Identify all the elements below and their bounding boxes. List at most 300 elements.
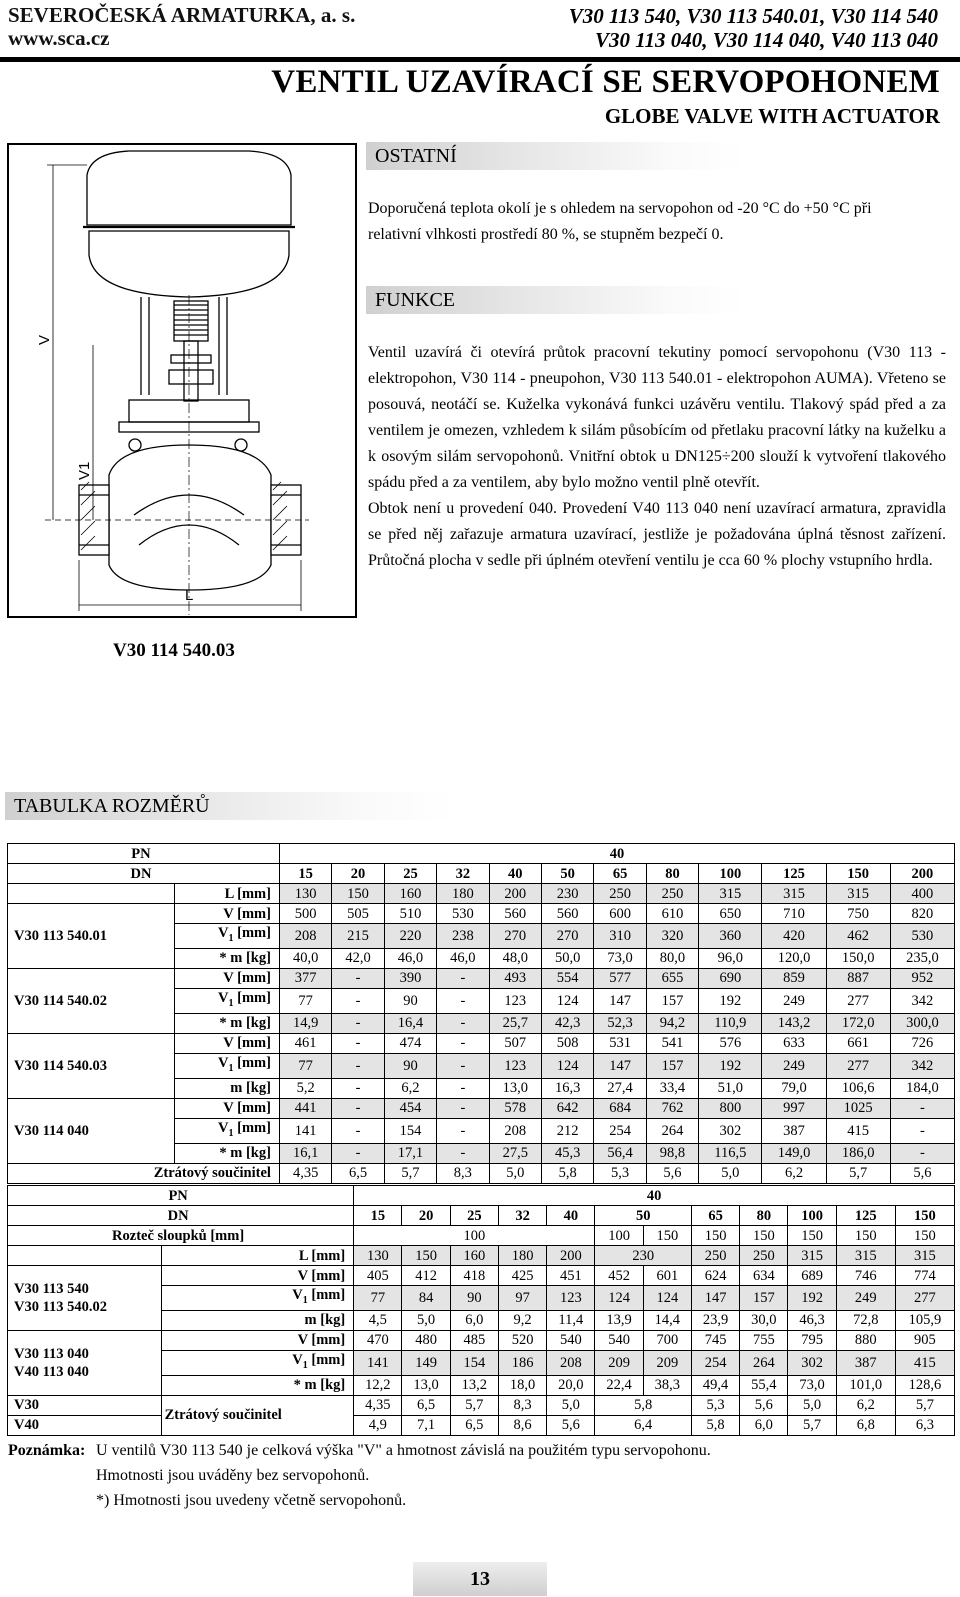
- company-name: SEVEROČESKÁ ARMATURKA, a. s.: [8, 3, 356, 27]
- table-cell: 123: [489, 988, 541, 1013]
- table-cell: 5,7: [450, 1395, 498, 1415]
- notes: [8, 1438, 711, 1513]
- table-cell: 200: [489, 884, 541, 904]
- table-cell: 310: [594, 924, 646, 949]
- table-cell: 270: [489, 924, 541, 949]
- table-cell: 905: [895, 1330, 954, 1350]
- dn-cell-80: 80: [646, 864, 698, 884]
- table-cell: 6,5: [450, 1415, 498, 1435]
- table-cell: 123: [547, 1286, 595, 1311]
- row-group-label: V30 114 540.02: [8, 968, 175, 1033]
- table-cell: 46,0: [437, 948, 489, 968]
- row-label: L [mm]: [161, 1246, 354, 1266]
- section-tabulka-heading: TABULKA ROZMĚRŮ: [14, 795, 210, 817]
- table-cell: 249: [762, 988, 826, 1013]
- dn-cell-100: 100: [699, 864, 762, 884]
- table-cell: 315: [895, 1246, 954, 1266]
- table-cell: 650: [699, 904, 762, 924]
- label-l: L: [185, 587, 194, 604]
- table-cell: -: [332, 1078, 384, 1098]
- loss-row: [8, 1163, 955, 1183]
- dn-cell-150: 150: [895, 1206, 954, 1226]
- pitch-value: 150: [895, 1226, 954, 1246]
- label-v1: V1: [76, 461, 93, 480]
- table-cell: -: [437, 968, 489, 988]
- table-cell: 14,4: [643, 1310, 691, 1330]
- table-cell: 249: [836, 1286, 895, 1311]
- table-cell: 249: [762, 1053, 826, 1078]
- table-cell: 116,5: [699, 1143, 762, 1163]
- table-cell: 73,0: [788, 1375, 836, 1395]
- table-cell: 762: [646, 1098, 698, 1118]
- row-label: m [kg]: [161, 1310, 354, 1330]
- table-cell: 208: [489, 1118, 541, 1143]
- table-cell: 124: [541, 1053, 593, 1078]
- table-cell: 154: [450, 1350, 498, 1375]
- table-cell: 689: [788, 1266, 836, 1286]
- table-cell: 45,3: [541, 1143, 593, 1163]
- dn-cell-40: 40: [547, 1206, 595, 1226]
- table-cell: 42,0: [332, 948, 384, 968]
- table-cell: 415: [895, 1350, 954, 1375]
- valve-drawing: [7, 143, 357, 618]
- table-cell: 160: [450, 1246, 498, 1266]
- table-cell: 454: [384, 1098, 436, 1118]
- row-label: V [mm]: [174, 1098, 279, 1118]
- table-cell: 5,2: [279, 1078, 331, 1098]
- table-cell: 642: [541, 1098, 593, 1118]
- dn-cell-200: 200: [890, 864, 954, 884]
- table-cell: 12,2: [354, 1375, 402, 1395]
- table-cell: -: [332, 968, 384, 988]
- table-cell: 101,0: [836, 1375, 895, 1395]
- row-group-label: [8, 1330, 162, 1395]
- table-cell: 387: [762, 1118, 826, 1143]
- group-name: V30 113 040: [14, 1345, 89, 1362]
- table-cell: 8,3: [437, 1163, 489, 1183]
- table-cell: 52,3: [594, 1013, 646, 1033]
- dn-cell-25: 25: [450, 1206, 498, 1226]
- table-cell: 400: [890, 884, 954, 904]
- table-cell: -: [437, 1078, 489, 1098]
- model-line-1: V30 113 540, V30 113 540.01, V30 114 540: [568, 4, 938, 28]
- table-cell: 16,4: [384, 1013, 436, 1033]
- table-cell: 105,9: [895, 1310, 954, 1330]
- table-cell: 143,2: [762, 1013, 826, 1033]
- pn-header: PN: [8, 844, 280, 864]
- ostatni-line-1: Doporučená teplota okolí je s ohledem na servopohon od -20 °C do +50 °C při: [368, 200, 872, 217]
- table-cell: 700: [643, 1330, 691, 1350]
- pitch-value: 150: [643, 1226, 691, 1246]
- table-cell: -: [332, 1118, 384, 1143]
- row-label: $V_1$ [mm]: [174, 924, 279, 949]
- table-cell: 5,0: [788, 1395, 836, 1415]
- table-cell: 209: [595, 1350, 643, 1375]
- table-cell: 5,7: [384, 1163, 436, 1183]
- table-cell: 141: [354, 1350, 402, 1375]
- table-cell: 120,0: [762, 948, 826, 968]
- table-cell: 90: [450, 1286, 498, 1311]
- table-cell: 5,8: [691, 1415, 739, 1435]
- dn-cell-40: 40: [489, 864, 541, 884]
- table-cell: 22,4: [595, 1375, 643, 1395]
- loss-row-v40: [8, 1415, 955, 1435]
- table-cell: 420: [762, 924, 826, 949]
- pitch-value: 100: [354, 1226, 595, 1246]
- table-cell: 186,0: [826, 1143, 890, 1163]
- pitch-label: Rozteč sloupků [mm]: [8, 1226, 354, 1246]
- table-cell: 508: [541, 1033, 593, 1053]
- table-cell: 320: [646, 924, 698, 949]
- table-cell: 235,0: [890, 948, 954, 968]
- dimension-table-2: [7, 1185, 955, 1436]
- table-cell: 124: [643, 1286, 691, 1311]
- table-cell: 50,0: [541, 948, 593, 968]
- group-name: V30 113 540.02: [14, 1298, 108, 1315]
- row-group-empty: [8, 1246, 162, 1266]
- table-cell: 887: [826, 968, 890, 988]
- table-cell: 540: [595, 1330, 643, 1350]
- table-cell: 5,0: [547, 1395, 595, 1415]
- table-cell: 5,8: [595, 1395, 692, 1415]
- table-cell: -: [332, 1033, 384, 1053]
- company-header: [8, 4, 355, 50]
- table-cell: 560: [541, 904, 593, 924]
- dn-cell-50: 50: [595, 1206, 692, 1226]
- table-cell: 530: [890, 924, 954, 949]
- table-cell: -: [890, 1118, 954, 1143]
- table-cell: 150: [402, 1246, 450, 1266]
- table-cell: 192: [699, 988, 762, 1013]
- table-cell: 42,3: [541, 1013, 593, 1033]
- table-cell: 17,1: [384, 1143, 436, 1163]
- dn-cell-100: 100: [788, 1206, 836, 1226]
- model-list: [569, 4, 938, 52]
- table-cell: 128,6: [895, 1375, 954, 1395]
- table-cell: -: [332, 1098, 384, 1118]
- table-cell: 6,0: [450, 1310, 498, 1330]
- table-cell: 1025: [826, 1098, 890, 1118]
- table-cell: 302: [699, 1118, 762, 1143]
- table-cell: 377: [279, 968, 331, 988]
- table-cell: 27,5: [489, 1143, 541, 1163]
- table-cell: 710: [762, 904, 826, 924]
- loss-series-v30: V30: [8, 1395, 162, 1415]
- table-cell: 795: [788, 1330, 836, 1350]
- row-label: * m [kg]: [174, 1143, 279, 1163]
- table-cell: 655: [646, 968, 698, 988]
- table-cell: 157: [740, 1286, 788, 1311]
- table-cell: 30,0: [740, 1310, 788, 1330]
- table-cell: 746: [836, 1266, 895, 1286]
- table-cell: 14,9: [279, 1013, 331, 1033]
- table-cell: 254: [594, 1118, 646, 1143]
- row-label: V [mm]: [174, 968, 279, 988]
- table-cell: 541: [646, 1033, 698, 1053]
- ostatni-line-2: relativní vlhkosti prostředí 80 %, se stupněm bezpečí 0.: [368, 226, 724, 243]
- document-subtitle: GLOBE VALVE WITH ACTUATOR: [604, 104, 940, 128]
- table-cell: 470: [354, 1330, 402, 1350]
- table-cell: 5,0: [699, 1163, 762, 1183]
- table-cell: 755: [740, 1330, 788, 1350]
- table-cell: 277: [826, 1053, 890, 1078]
- table-cell: 530: [437, 904, 489, 924]
- table-row: [8, 968, 955, 988]
- table-cell: 160: [384, 884, 436, 904]
- table-cell: 13,0: [402, 1375, 450, 1395]
- table-cell: 16,3: [541, 1078, 593, 1098]
- table-cell: 147: [594, 988, 646, 1013]
- row-label: $V_1$ [mm]: [174, 1118, 279, 1143]
- table-cell: 5,7: [788, 1415, 836, 1435]
- dn-cell-150: 150: [826, 864, 890, 884]
- table-cell: 277: [895, 1286, 954, 1311]
- table-cell: 415: [826, 1118, 890, 1143]
- page-number: 13: [470, 1568, 490, 1590]
- table-cell: 270: [541, 924, 593, 949]
- row-label: m [kg]: [174, 1078, 279, 1098]
- table-cell: 250: [691, 1246, 739, 1266]
- table-cell: 200: [547, 1246, 595, 1266]
- table-cell: 124: [595, 1286, 643, 1311]
- table-cell: 510: [384, 904, 436, 924]
- table-cell: 859: [762, 968, 826, 988]
- table-cell: 7,1: [402, 1415, 450, 1435]
- pn-value: 40: [279, 844, 954, 864]
- table-cell: 209: [643, 1350, 691, 1375]
- row-label: $V_1$ [mm]: [174, 988, 279, 1013]
- table-cell: 493: [489, 968, 541, 988]
- table-cell: 150: [332, 884, 384, 904]
- funkce-paragraph-2: Obtok není u provedení 040. Provedení V40 113 040 není uzavírací armatura, zpravidla se před něj zařazuje armatura uzavírací, jestliže je požadována úplná těsnost zařízení. Průtočná plocha v sedle při úplném otevření ventilu je cca 60 % plochy vstupního hrdla.: [368, 500, 946, 569]
- row-label: V [mm]: [174, 1033, 279, 1053]
- table-cell: 5,8: [541, 1163, 593, 1183]
- table-cell: 150,0: [826, 948, 890, 968]
- note-line-3: *) Hmotnosti jsou uvedeny včetně servopohonů.: [96, 1492, 407, 1509]
- table-cell: -: [890, 1143, 954, 1163]
- table-cell: 505: [332, 904, 384, 924]
- table-cell: 77: [279, 988, 331, 1013]
- table-cell: 157: [646, 988, 698, 1013]
- table-cell: 130: [279, 884, 331, 904]
- table-cell: 661: [826, 1033, 890, 1053]
- table-cell: 578: [489, 1098, 541, 1118]
- table-cell: 750: [826, 904, 890, 924]
- table-cell: 452: [595, 1266, 643, 1286]
- row-label: $V_1$ [mm]: [161, 1350, 354, 1375]
- row-label: V [mm]: [161, 1330, 354, 1350]
- table-cell: 250: [646, 884, 698, 904]
- table-cell: 5,6: [740, 1395, 788, 1415]
- table-cell: 390: [384, 968, 436, 988]
- loss-series-v40: V40: [8, 1415, 162, 1435]
- table-cell: 880: [836, 1330, 895, 1350]
- table-cell: 387: [836, 1350, 895, 1375]
- table-cell: -: [332, 988, 384, 1013]
- table-row: [8, 904, 955, 924]
- table-cell: -: [437, 1118, 489, 1143]
- table-cell: 300,0: [890, 1013, 954, 1033]
- loss-row-v30: [8, 1395, 955, 1415]
- table-cell: 192: [699, 1053, 762, 1078]
- table-cell: 208: [279, 924, 331, 949]
- pitch-value: 150: [836, 1226, 895, 1246]
- table-cell: 80,0: [646, 948, 698, 968]
- section-ostatni-heading: OSTATNÍ: [375, 145, 457, 167]
- table-cell: 8,6: [498, 1415, 546, 1435]
- table-cell: 342: [890, 988, 954, 1013]
- pitch-value: 100: [595, 1226, 643, 1246]
- table-cell: 560: [489, 904, 541, 924]
- table-cell: 106,6: [826, 1078, 890, 1098]
- funkce-paragraph-1: Ventil uzavírá či otevírá průtok pracovní tekutiny pomocí servopohonu (V30 113 - elektropohon, V30 114 - pneupohon, V30 113 540.01 - elektropohon AUMA). Vřeteno se posouvá, neotáčí se. Kuželka vykonává funkci uzávěru ventilu. Tlakový spád před a za ventilem je omezen, vzhledem k silám působícím od přetlaku pracovní látky na kuželku a k osovým silám servopohonů. Vnitřní obtok u DN125÷200 slouží k vytvoření tlakového spádu před a za ventilem, aby bylo možno ventil plně otevřít.: [368, 344, 946, 491]
- document-title: VENTIL UZAVÍRACÍ SE SERVOPOHONEM: [271, 64, 940, 100]
- table-cell: 601: [643, 1266, 691, 1286]
- dn-cell-65: 65: [594, 864, 646, 884]
- pitch-row: [8, 1226, 955, 1246]
- table-cell: 110,9: [699, 1013, 762, 1033]
- dn-cell-15: 15: [279, 864, 331, 884]
- table-cell: 952: [890, 968, 954, 988]
- table-cell: 997: [762, 1098, 826, 1118]
- table-cell: 180: [498, 1246, 546, 1266]
- table-cell: 451: [547, 1266, 595, 1286]
- dn-cell-15: 15: [354, 1206, 402, 1226]
- pitch-value: 150: [788, 1226, 836, 1246]
- table-cell: 220: [384, 924, 436, 949]
- table-cell: 315: [788, 1246, 836, 1266]
- table-cell: 149: [402, 1350, 450, 1375]
- table-cell: 4,35: [279, 1163, 331, 1183]
- table-cell: 5,6: [646, 1163, 698, 1183]
- pitch-value: 150: [740, 1226, 788, 1246]
- table-cell: 96,0: [699, 948, 762, 968]
- table-cell: 507: [489, 1033, 541, 1053]
- table-cell: 79,0: [762, 1078, 826, 1098]
- table-row: [8, 1098, 955, 1118]
- label-v: V: [36, 334, 53, 345]
- table-cell: 540: [547, 1330, 595, 1350]
- dn-header: DN: [8, 864, 280, 884]
- table-cell: 315: [762, 884, 826, 904]
- dn-cell-80: 80: [740, 1206, 788, 1226]
- note-line-2: Hmotnosti jsou uváděny bez servopohonů.: [96, 1467, 370, 1484]
- row-group-label: V30 114 040: [8, 1098, 175, 1163]
- table-cell: 5,7: [826, 1163, 890, 1183]
- table-cell: 250: [594, 884, 646, 904]
- row-label: * m [kg]: [174, 948, 279, 968]
- note-line-1: U ventilů V30 113 540 je celková výška "V" a hmotnost závislá na použitém typu servopohonu.: [96, 1442, 711, 1459]
- table-cell: -: [332, 1143, 384, 1163]
- table-cell: 18,0: [498, 1375, 546, 1395]
- row-label: * m [kg]: [161, 1375, 354, 1395]
- table-cell: 16,1: [279, 1143, 331, 1163]
- table-cell: -: [437, 988, 489, 1013]
- table-cell: 6,2: [384, 1078, 436, 1098]
- table-cell: 73,0: [594, 948, 646, 968]
- figure-caption: V30 114 540.03: [113, 640, 235, 661]
- table-cell: 13,0: [489, 1078, 541, 1098]
- table-cell: 342: [890, 1053, 954, 1078]
- table-cell: 4,35: [354, 1395, 402, 1415]
- row-label: L [mm]: [174, 884, 279, 904]
- dn-header-2: DN: [8, 1206, 354, 1226]
- table-cell: 418: [450, 1266, 498, 1286]
- table-cell: 192: [788, 1286, 836, 1311]
- table-cell: 405: [354, 1266, 402, 1286]
- table-cell: 6,2: [762, 1163, 826, 1183]
- table-cell: 97: [498, 1286, 546, 1311]
- table-cell: 230: [541, 884, 593, 904]
- table-cell: 462: [826, 924, 890, 949]
- row-label: V [mm]: [174, 904, 279, 924]
- l-row: [8, 1246, 955, 1266]
- table-cell: 600: [594, 904, 646, 924]
- table-row: [8, 884, 955, 904]
- table-cell: 520: [498, 1330, 546, 1350]
- section-funkce: [366, 286, 746, 314]
- table-cell: 254: [691, 1350, 739, 1375]
- table-cell: 38,3: [643, 1375, 691, 1395]
- table-cell: 302: [788, 1350, 836, 1375]
- table-cell: 212: [541, 1118, 593, 1143]
- pn-header-2: PN: [8, 1186, 354, 1206]
- table-cell: 360: [699, 924, 762, 949]
- table-cell: -: [437, 1143, 489, 1163]
- table-cell: 123: [489, 1053, 541, 1078]
- row-group-label: V30 113 540.01: [8, 904, 175, 969]
- table-cell: 5,3: [594, 1163, 646, 1183]
- table-cell: 6,5: [402, 1395, 450, 1415]
- table-cell: 425: [498, 1266, 546, 1286]
- table-cell: 5,0: [402, 1310, 450, 1330]
- group-name: V40 113 040: [14, 1363, 89, 1380]
- table-cell: 820: [890, 904, 954, 924]
- table-cell: 684: [594, 1098, 646, 1118]
- table-cell: 98,8: [646, 1143, 698, 1163]
- table-cell: 208: [547, 1350, 595, 1375]
- table-cell: 531: [594, 1033, 646, 1053]
- dimension-table-1: [7, 843, 955, 1184]
- table-cell: 172,0: [826, 1013, 890, 1033]
- table-cell: 154: [384, 1118, 436, 1143]
- section-funkce-heading: FUNKCE: [375, 289, 456, 311]
- table-cell: 461: [279, 1033, 331, 1053]
- table-cell: 147: [691, 1286, 739, 1311]
- table-cell: 6,3: [895, 1415, 954, 1435]
- dn-cell-65: 65: [691, 1206, 739, 1226]
- table-cell: 554: [541, 968, 593, 988]
- table-row: [8, 1330, 955, 1350]
- table-cell: 56,4: [594, 1143, 646, 1163]
- table-cell: 634: [740, 1266, 788, 1286]
- table-cell: 5,6: [547, 1415, 595, 1435]
- row-group-empty: [8, 884, 175, 904]
- loss-label: Ztrátový součinitel: [8, 1163, 280, 1183]
- table-cell: 624: [691, 1266, 739, 1286]
- table-row: [8, 1266, 955, 1286]
- section-ostatni: [366, 142, 746, 170]
- table-cell: 6,0: [740, 1415, 788, 1435]
- table-cell: 25,7: [489, 1013, 541, 1033]
- table-cell: 576: [699, 1033, 762, 1053]
- company-website[interactable]: www.sca.cz: [8, 26, 110, 50]
- table-cell: 149,0: [762, 1143, 826, 1163]
- table-cell: 5,7: [895, 1395, 954, 1415]
- table-cell: -: [437, 1053, 489, 1078]
- pitch-value: 150: [691, 1226, 739, 1246]
- table-row: [8, 1033, 955, 1053]
